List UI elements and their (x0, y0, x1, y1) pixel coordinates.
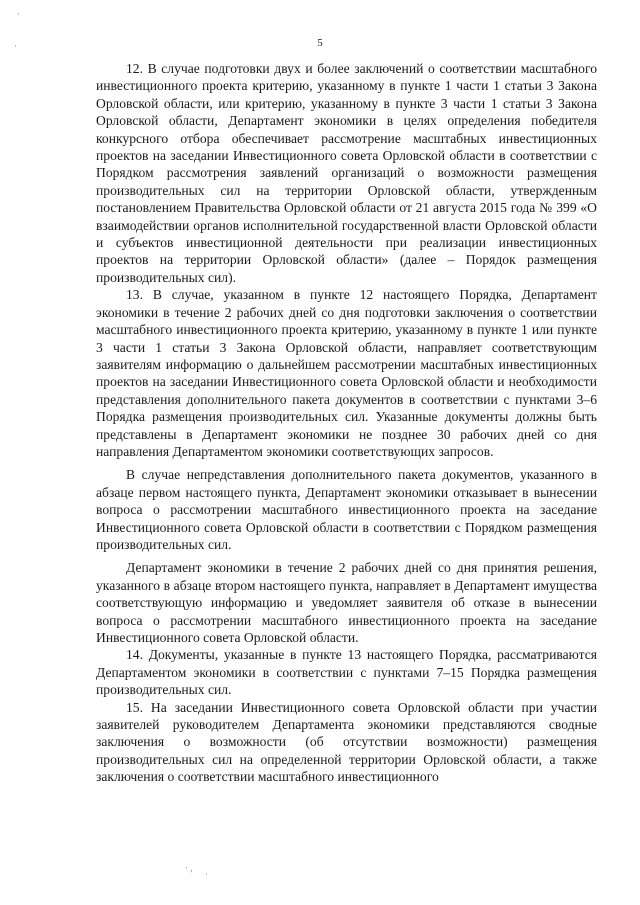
scan-speck-mark: · (205, 869, 208, 879)
paragraph-item-13: 13. В случае, указанном в пункте 12 настоящего Порядка, Департамент экономики в течение 2 рабочих дней со дня подготовки заключения о соответствии масштабного инвестиционного проекта критерию, указанному в пункте 1 или пункте 3 части 1 статьи 3 Закона Орловской области, направляет соответствующим заявителям информацию о дальнейшем рассмотрении масштабных инвестиционных проектов на заседании Инвестиционного совета Орловской области и необходимости представления дополнительного пакета документов в соответствии с пунктами 3–6 Порядка размещения производительных сил. Указанные документы должны быть представлены в Департамент экономики не позднее 30 рабочих дней со дня направления Департаментом экономики соответствующих запросов. (96, 287, 597, 459)
paragraph-item-14: 14. Документы, указанные в пункте 13 настоящего Порядка, рассматриваются Департаментом экономики в соответствии с пунктами 7–15 Порядка размещения производительных сил. (96, 647, 597, 698)
paragraph-notification: Департамент экономики в течение 2 рабочих дней со дня принятия решения, указанного в абзаце втором настоящего пункта, направляет в Департамент имущества соответствующую информацию и уведомляет заявителя об отказе в вынесении вопроса о рассмотрении масштабного инвестиционного проекта на заседание Инвестиционного совета Орловской области. (96, 560, 597, 645)
scan-speck-mark: · (17, 9, 20, 19)
document-body (96, 60, 597, 786)
paragraph-item-15: 15. На заседании Инвестиционного совета Орловской области при участии заявителей руководителем Департамента экономики представляются сводные заключения о возможности (об отсутствии возможности) размещения производительных сил на определенной территории Орловской области, а также заключения о соответствии масштабного инвестиционного (96, 699, 597, 785)
scan-speck-mark: · (14, 41, 17, 51)
paragraph-item-12: 12. В случае подготовки двух и более заключений о соответствии масштабного инвестиционного проекта критерию, указанному в пункте 1 части 1 статьи 3 Закона Орловской области, или критерию, указанному в пункте 3 части 1 статьи 3 Закона Орловской области, Департамент экономики в целях определения победителя конкурсного отбора обеспечивает рассмотрение масштабных инвестиционных проектов на заседании Инвестиционного совета Орловской области в соответствии с Порядком рассмотрения заявлений организаций о возможности размещения производительных сил на территории Орловской области, утвержденным постановлением Правительства Орловской области от 21 августа 2015 года № 399 «О взаимодействии органов исполнительной государственной власти Орловской области и субъектов инвестиционной деятельности при реализации инвестиционных проектов на территории Орловской области» (далее – Порядок размещения производительных сил). (96, 61, 597, 285)
scan-speck-mark: · , (185, 863, 193, 873)
page-number: 5 (317, 37, 323, 49)
paragraph-refusal-case: В случае непредставления дополнительного пакета документов, указанного в абзаце первом настоящего пункта, Департамент экономики отказывает в вынесении вопроса о рассмотрении масштабного инвестиционного проекта на заседание Инвестиционного совета Орловской области в соответствии с Порядком размещения производительных сил. (96, 467, 597, 552)
